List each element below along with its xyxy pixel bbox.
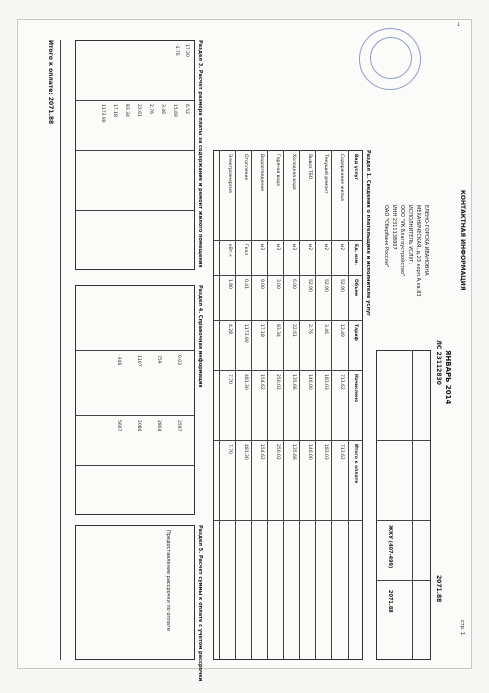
section4-value: 759 <box>156 355 161 364</box>
section3-value: 2.76 <box>148 104 153 115</box>
cell-tariff: 17.18 <box>259 324 264 337</box>
section3-value: 17.18 <box>112 104 117 117</box>
utility-bill-sheet <box>17 19 472 682</box>
col-volume-header: Объем <box>353 279 358 297</box>
cell-total: 7.70 <box>227 444 232 455</box>
company-inn: ИНН 2311138807 <box>391 205 397 250</box>
cell-unit: м2 <box>307 244 312 251</box>
cell-total: 146.00 <box>307 444 312 460</box>
section4-value: 2597 <box>176 420 181 432</box>
section3-value: 15.69 <box>172 104 177 117</box>
col-accrued-header: Начислено <box>353 374 358 403</box>
row-divider <box>267 150 268 660</box>
cell-volume: 9.00 <box>259 279 264 290</box>
section1-title: Раздел 1. Сведения о плательщике и исполнителе услуг <box>365 150 371 316</box>
cell-tariff: 1173.90 <box>243 324 248 343</box>
cell-unit: Гкал <box>243 244 248 256</box>
cell-service: Отопление <box>243 154 248 181</box>
document-title: КОНТАКТНАЯ ИНФОРМАЦИЯ <box>459 190 466 291</box>
section3-value: 1173.90 <box>100 104 105 123</box>
row-divider <box>299 150 300 660</box>
cell-accrued: 154.62 <box>259 374 264 390</box>
section3-title: Раздел 3. Расчет размера платы за содержание и ремонт жилого помещения <box>197 40 203 268</box>
cell-tariff: 22.61 <box>291 324 296 337</box>
cell-tariff: 13.49 <box>339 324 344 337</box>
cell-accrued: 135.66 <box>291 374 296 390</box>
cell-unit: м3 <box>291 244 296 251</box>
section4-value: 1107 <box>136 355 141 367</box>
cell-service: Холодная вода <box>291 154 296 190</box>
cell-service: Содержание жилья <box>339 154 344 201</box>
cell-volume: 52.90 <box>307 279 312 292</box>
payer-address: МЕХАНИЧЕСКАЯ, д.23 корп.А,кв.83 <box>415 205 421 297</box>
section4-value: 5667 <box>116 420 121 432</box>
col-tariff-header: Тариф <box>353 324 358 341</box>
executor-label: ИСПОЛНИТЕЛЬ УСЛУГ: <box>407 205 413 265</box>
section3-value: 83.34 <box>124 104 129 117</box>
cell-unit: м2 <box>323 244 328 251</box>
section3-table <box>75 40 195 270</box>
cell-accrued: 481.30 <box>243 374 248 390</box>
section3-value: 22.61 <box>136 104 141 117</box>
col-total-header: Итого к оплате <box>353 444 358 484</box>
cell-accrued: 183.03 <box>323 374 328 390</box>
section4-title: Раздел 4. Справочная информация <box>197 285 203 388</box>
cell-volume: 52.90 <box>323 279 328 292</box>
cell-service: Электроэнергия <box>227 154 232 193</box>
cell-unit: м2 <box>339 244 344 251</box>
section5-title: Раздел 5. Расчет суммы к оплате с учетом рассрочки <box>197 525 203 682</box>
section4-value: 2804 <box>156 420 161 432</box>
page-number: стр. 1 <box>459 620 465 636</box>
col-unit-header: Ед. изм. <box>353 244 358 266</box>
cell-service: Горячая вода <box>275 154 280 186</box>
cell-volume: 6.00 <box>291 279 296 290</box>
billing-period: ЯНВАРЬ 2014 <box>444 350 452 405</box>
header-sum: 2071.88 <box>435 575 442 603</box>
cell-total: 154.62 <box>259 444 264 460</box>
cell-tariff: 83.34 <box>275 324 280 337</box>
total-sum: 2071.88 <box>387 590 393 613</box>
section5-table <box>75 525 195 660</box>
cell-unit: м3 <box>275 244 280 251</box>
cell-volume: 0.41 <box>243 279 248 290</box>
cell-unit: м3 <box>259 244 264 251</box>
cell-tariff: 2.76 <box>307 324 312 335</box>
section3-value: 3.46 <box>160 104 165 115</box>
cell-service: Водоотведение <box>259 154 264 192</box>
official-stamp <box>359 28 421 90</box>
row-divider <box>251 150 252 660</box>
cell-accrued: 7.70 <box>227 374 232 385</box>
col-service-header: Вид услуг <box>353 154 358 180</box>
section4-value: 2084 <box>136 420 141 432</box>
row-divider <box>283 150 284 660</box>
row-divider <box>219 150 220 660</box>
payment-info-box <box>376 350 431 660</box>
row-divider <box>235 150 236 660</box>
cell-unit: кВт.ч <box>227 244 232 257</box>
account-number: ЛС 23112830 <box>435 340 442 385</box>
section3-value-a: 17.20 <box>184 44 189 57</box>
footer-summary: Итого к оплате: 2071.88 <box>47 40 54 125</box>
cell-total: 250.02 <box>275 444 280 460</box>
cell-accrued: 713.62 <box>339 374 344 390</box>
row-divider <box>331 150 332 660</box>
section4-value: 0.03 <box>176 355 181 366</box>
cell-service: Вывоз ТБО <box>307 154 312 180</box>
cell-accrued: 146.00 <box>307 374 312 390</box>
section4-table <box>75 285 195 515</box>
cell-volume: 52.90 <box>339 279 344 292</box>
section3-value: 6.52 <box>184 104 189 115</box>
section3-value-b: -1.76 <box>174 44 179 56</box>
cell-service: Текущий ремонт <box>323 154 328 194</box>
section5-note: Предоставление рассрочки по оплате <box>165 530 171 631</box>
edge-mark: → <box>455 22 461 27</box>
company-name: ООО "УК Благоустройство" <box>399 205 405 277</box>
row-divider <box>315 150 316 660</box>
cell-volume: 1.80 <box>227 279 232 290</box>
bank-name: ОАО "Сбербанк России" <box>383 205 389 268</box>
cell-tariff: 3.46 <box>323 324 328 335</box>
cell-tariff: 4.28 <box>227 324 232 335</box>
cell-accrued: 250.02 <box>275 374 280 390</box>
total-code: ЖКУ (407-499) <box>387 525 393 569</box>
cell-total: 183.03 <box>323 444 328 460</box>
cell-total: 713.62 <box>339 444 344 460</box>
payer-name: ЕЛЕНО-ГОРСКА ИВАНОВНА <box>423 205 429 276</box>
section4-value: -346 <box>116 355 121 366</box>
cell-total: 481.30 <box>243 444 248 460</box>
cell-total: 135.66 <box>291 444 296 460</box>
cell-volume: 3.00 <box>275 279 280 290</box>
